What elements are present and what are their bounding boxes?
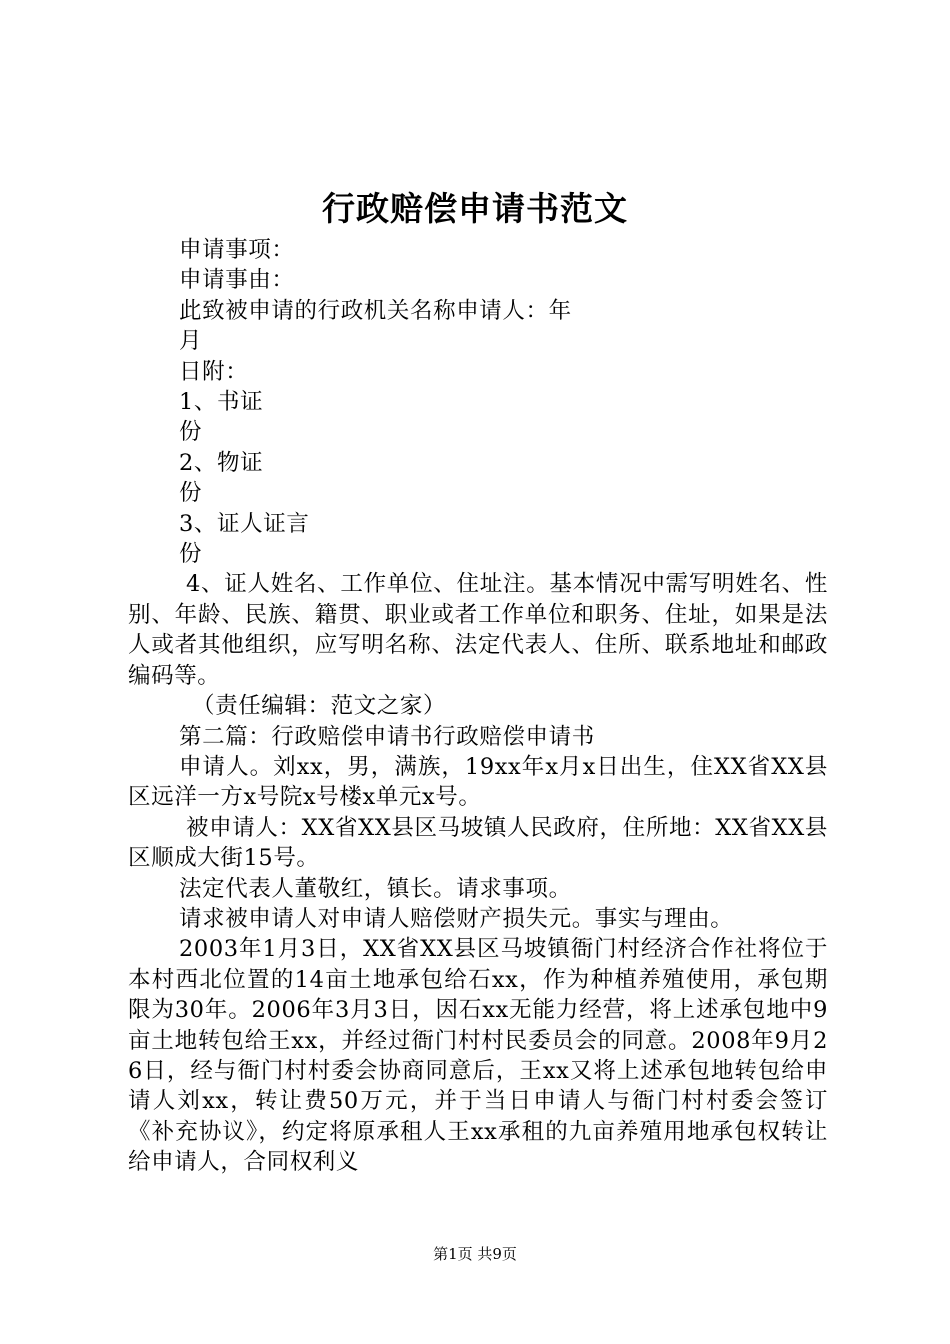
paragraph-attachment-3: 3、证人证言 (179, 510, 310, 537)
paragraph-date-attachments: 日附： (179, 358, 249, 385)
paragraph-legal-representative: 法定代表人董敬红，镇长。请求事项。 (179, 875, 572, 902)
paragraph-respondent: 被申请人：XX省XX县区马坡镇人民政府，住所地：XX省XX县区顺成大街15号。 (128, 814, 828, 872)
paragraph-attachment-4-note: 4、证人姓名、工作单位、住址注。基本情况中需写明姓名、性别、年龄、民族、籍贯、职业或者工作单位和职务、住址，如果是法人或者其他组织，应写明名称、法定代表人、住所、联系地址和邮政编码等。 (128, 571, 828, 689)
paragraph-application-reason: 申请事由： (179, 267, 295, 294)
paragraph-application-items: 申请事项： (179, 237, 295, 263)
paragraph-editor: （责任编辑：范文之家） (192, 693, 447, 720)
paragraph-facts: 2003年1月3日，XX省XX县区马坡镇衙门村经济合作社将位于本村西北位置的14亩土地承包给石xx，作为种植养殖使用，承包期限为30年。2006年3月3日，因石xx无能力经营，将上述承包地中9亩土地转包给王xx，并经过衙门村村民委员会的同意。2008年9月26日，经与衙门村村委会协商同意后，王xx又将上述承包地转包给申请人刘xx，转让费50万元，并于当日申请人与衙门村村委会签订《补充协议》，约定将原承租人王xx承租的九亩养殖用地承包权转让给申请人，合同权利义 (128, 936, 828, 1176)
document-title: 行政赔偿申请书范文 (322, 189, 628, 228)
paragraph-attachment-1: 1、书证 (179, 389, 264, 416)
page-number-footer: 第1页 共9页 (433, 1245, 517, 1263)
paragraph-closing: 此致被申请的行政机关名称申请人：年 (179, 297, 572, 324)
paragraph-month: 月 (179, 328, 203, 355)
paragraph-attachment-3-count: 份 (179, 541, 203, 568)
document-body (128, 235, 828, 1178)
paragraph-applicant: 申请人。刘xx，男，满族，19xx年x月x日出生，住XX省XX县区远洋一方x号院x号楼x单元x号。 (128, 753, 828, 811)
paragraph-attachment-2-count: 份 (179, 480, 203, 507)
paragraph-attachment-2: 2、物证 (179, 449, 264, 476)
paragraph-part-two-heading: 第二篇：行政赔偿申请书行政赔偿申请书 (179, 723, 595, 750)
paragraph-request: 请求被申请人对申请人赔偿财产损失元。事实与理由。 (179, 905, 734, 932)
paragraph-attachment-1-count: 份 (179, 419, 203, 446)
